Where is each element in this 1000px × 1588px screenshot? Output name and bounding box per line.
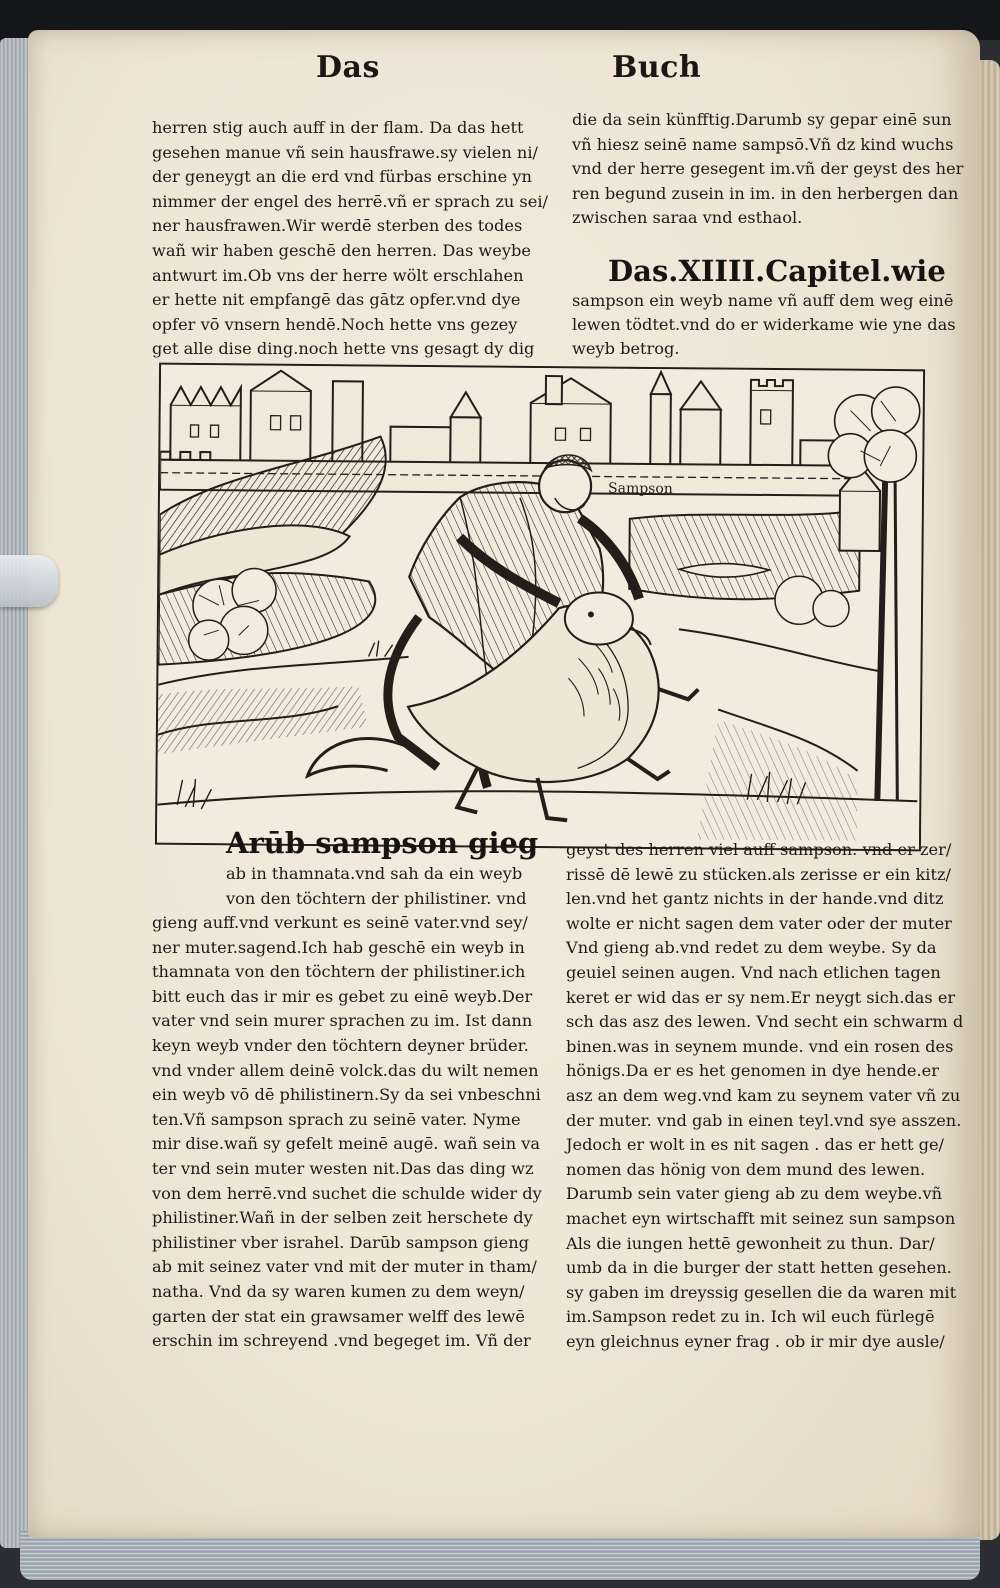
text-line: antwurt im.Ob vns der herre wölt erschlahen xyxy=(152,265,524,285)
text-line: vnd vnder allem deinē volck.das du wilt nemen xyxy=(152,1060,539,1080)
woodcut-svg xyxy=(157,365,923,850)
text-line: vater vnd sein murer sprachen zu im. Ist dann xyxy=(152,1011,533,1031)
text-line: gieng auff.vnd verkunt es seinē vater.vnd sey/ xyxy=(152,913,528,932)
text-line: machet eyn wirtschafft mit seinez sun sampson xyxy=(566,1208,956,1228)
text-line: nomen das hönig von dem mund des lewen. xyxy=(566,1159,926,1179)
text-line: der muter. vnd gab in einen teyl.vnd sye asszen. xyxy=(566,1110,962,1130)
text-line: herren stig auch auff in der flam. Da das hett xyxy=(152,118,524,137)
text-line: sch das asz des lewen. Vnd secht ein schwarm d xyxy=(566,1012,964,1032)
chapter-heading: Das.XIIII.Capitel.wie xyxy=(608,254,946,288)
text-line: ner hausfrawen.Wir werdē sterben des todes xyxy=(152,216,523,236)
text-line: umb da in die burger der statt hetten gesehen. xyxy=(566,1258,952,1278)
text-line: Als die iungen hettē gewonheit zu thun. Dar/ xyxy=(566,1233,935,1253)
text-line: Darumb sein vater gieng ab zu dem weybe.vñ xyxy=(566,1184,943,1204)
text-line: die da sein künfftig.Darumb sy gepar einē sun xyxy=(572,110,952,129)
text-line: geuiel seinen augen. Vnd nach etlichen tagen xyxy=(566,962,941,982)
text-line: mir dise.wañ sy gefelt meinē augē. wañ sein va xyxy=(152,1134,541,1154)
text-line: weyb betrog. xyxy=(572,339,680,358)
text-line: vñ hiesz seinē name sampsō.Vñ dz kind wuchs xyxy=(572,134,954,154)
text-line: vnd der herre gesegent im.vñ der geyst des her xyxy=(572,159,964,179)
text-line: sampson ein weyb name vñ auff dem weg einē xyxy=(572,291,954,310)
text-line: der geneygt an die erd vnd fürbas erschine yn xyxy=(152,167,532,187)
text-line: get alle dise ding.noch hette vns gesagt dy dig xyxy=(152,339,535,359)
text-line: natha. Vnd da sy waren kumen zu dem weyn/ xyxy=(152,1281,525,1301)
text-line: Vnd gieng ab.vnd redet zu dem weybe. Sy da xyxy=(566,938,937,958)
text-line: hönigs.Da er es het genomen in dye hende.er xyxy=(566,1061,939,1081)
left-column-bottom-indented xyxy=(226,862,526,911)
text-line: Jedoch er wolt in es nit sagen . das er hett ge/ xyxy=(566,1135,944,1155)
text-line: keyn weyb vnder den töchtern deyner brüder. xyxy=(152,1035,529,1055)
text-line: von den töchtern der philistiner. vnd xyxy=(226,888,527,908)
text-line: geyst des herren viel auff sampson. vnd er zer/ xyxy=(566,840,952,859)
text-line: thamnata von den töchtern der philistiner.ich xyxy=(152,962,526,982)
text-line: zwischen saraa vnd esthaol. xyxy=(572,208,803,228)
text-line: ab mit seinez vater vnd mit der muter in tham/ xyxy=(152,1257,537,1277)
text-line: ter vnd sein muter westen nit.Das das ding wz xyxy=(152,1158,534,1178)
left-column-top xyxy=(152,116,548,362)
text-line: garten der stat ein grawsamer welff des lewē xyxy=(152,1306,525,1326)
text-line: im.Sampson redet zu in. Ich wil euch fürlegē xyxy=(566,1307,935,1327)
text-line: opfer vō vnsern hendē.Noch hette vns gezey xyxy=(152,314,518,334)
lion-head xyxy=(565,592,633,645)
text-line: asz an dem weg.vnd kam zu seynem vater vñ zu xyxy=(566,1085,961,1105)
text-line: gesehen manue vñ sein hausfrawe.sy vielen ni/ xyxy=(152,142,538,162)
text-line: ren begund zusein in im. in den herbergen dan xyxy=(572,183,959,203)
chapter-subtitle xyxy=(572,289,956,361)
text-line: keret er wid das er sy nem.Er neygt sich.das er xyxy=(566,987,956,1007)
text-line: lewen tödtet.vnd do er widerkame wie yne das xyxy=(572,315,956,334)
text-line: ab in thamnata.vnd sah da ein weyb xyxy=(226,864,523,883)
text-line: len.vnd het gantz nichts in der hande.vnd ditz xyxy=(566,889,944,909)
text-line: philistiner vber israhel. Darūb sampson gieng xyxy=(152,1232,530,1252)
text-line: sy gaben im dreyssig gesellen die da waren mit xyxy=(566,1282,957,1302)
running-head-left: Das xyxy=(316,50,380,85)
woodcut-illustration xyxy=(155,363,925,852)
text-line: philistiner.Wañ in der selben zeit herschete dy xyxy=(152,1208,533,1228)
text-line: binen.was in seynem munde. vnd ein rosen des xyxy=(566,1036,954,1056)
text-line: bitt euch das ir mir es gebet zu einē weyb.Der xyxy=(152,986,533,1006)
text-line: ten.Vñ sampson sprach zu seinē vater. Nyme xyxy=(152,1109,521,1129)
text-line: ein weyb vō dē philistinern.Sy da sei vnbeschni xyxy=(152,1085,541,1105)
text-line: er hette nit empfangē das gātz opfer.vnd dye xyxy=(152,290,521,310)
right-column-top xyxy=(572,108,963,231)
text-line: erschin im schreyend .vnd begeget im. Vñ der xyxy=(152,1331,531,1351)
text-line: eyn gleichnus eyner frag . ob ir mir dye ausle/ xyxy=(566,1331,945,1351)
text-line: nimmer der engel des herrē.vñ er sprach zu sei/ xyxy=(152,191,548,211)
text-line: rissē dē lewē zu stücken.als zerisse er ein kitz/ xyxy=(566,864,951,884)
text-line: wolte er nicht sagen dem vater oder der muter xyxy=(566,913,952,933)
text-line: wañ wir haben geschē den herren. Das weybe xyxy=(152,240,531,260)
running-head-right: Buch xyxy=(612,50,702,85)
page-clip xyxy=(0,555,58,607)
right-column-bottom xyxy=(566,838,963,1354)
initial-line: Arūb sampson gieg xyxy=(226,826,539,860)
text-line: von dem herrē.vnd suchet die schulde wider dy xyxy=(152,1183,542,1203)
left-column-bottom xyxy=(152,911,542,1354)
text-line: ner muter.sagend.Ich hab geschē ein weyb in xyxy=(152,937,525,957)
city-inscription: Sampson xyxy=(607,480,673,498)
